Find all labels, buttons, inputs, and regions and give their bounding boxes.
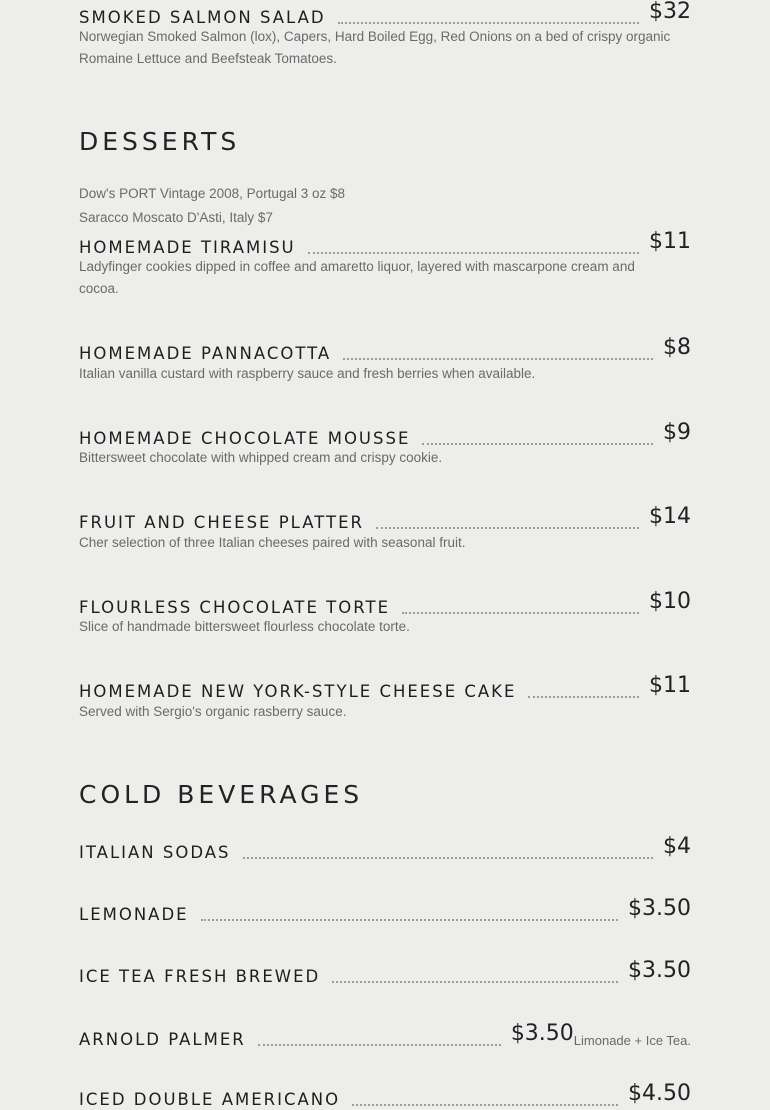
menu-item-fruit-cheese-platter [79, 504, 691, 533]
menu-item-lemonade [79, 896, 691, 925]
item-price: $8 [663, 335, 691, 360]
item-price: $4.50 [628, 1081, 691, 1106]
dot-leader [308, 252, 639, 254]
item-name: ARNOLD PALMER [79, 1030, 246, 1049]
dot-leader [338, 22, 639, 24]
dot-leader [402, 612, 639, 614]
item-description: Ladyfinger cookies dipped in coffee and amaretto liquor, layered with mascarpone cream and cocoa. [79, 259, 635, 296]
menu-item-pannacotta [79, 335, 691, 364]
item-description: Italian vanilla custard with raspberry sauce and fresh berries when available. [79, 366, 536, 381]
item-name: SMOKED SALMON SALAD [79, 8, 326, 27]
item-price: $9 [663, 420, 691, 445]
menu-item-smoked-salmon-salad [79, 0, 691, 28]
menu-item-italian-sodas [79, 834, 691, 863]
item-name: LEMONADE [79, 905, 189, 924]
item-name: HOMEMADE NEW YORK-STYLE CHEESE CAKE [79, 682, 517, 701]
item-price: $3.50 [510, 1021, 574, 1046]
dot-leader [243, 857, 653, 859]
item-description: Norwegian Smoked Salmon (lox), Capers, Hard Boiled Egg, Red Onions on a bed of crispy organic Romaine Lettuce and Beefsteak Tomatoes. [79, 29, 671, 66]
item-name: FLOURLESS CHOCOLATE TORTE [79, 598, 391, 617]
item-note: Limonade + Ice Tea. [573, 1033, 691, 1048]
item-price: $11 [649, 673, 691, 698]
dot-leader [352, 1104, 618, 1106]
menu-item-chocolate-mousse [79, 420, 691, 449]
item-name: HOMEMADE PANNACOTTA [79, 344, 332, 363]
item-name: ICE TEA FRESH BREWED [79, 967, 321, 986]
menu-item-iced-double-americano [79, 1081, 691, 1110]
dot-leader [376, 527, 639, 529]
item-price: $32 [649, 0, 691, 24]
item-name: FRUIT AND CHEESE PLATTER [79, 513, 365, 532]
menu-item-ice-tea [79, 958, 691, 987]
dot-leader [332, 981, 618, 983]
menu-item-cheese-cake [79, 673, 691, 702]
menu-item-arnold-palmer [79, 1021, 691, 1050]
wine-note: Dow's PORT Vintage 2008, Portugal 3 oz $8 [79, 186, 345, 201]
dot-leader [422, 443, 653, 445]
item-name: ITALIAN SODAS [79, 843, 231, 862]
dot-leader [528, 696, 639, 698]
item-price: $3.50 [628, 896, 691, 921]
item-price: $10 [649, 589, 691, 614]
dot-leader [201, 919, 618, 921]
item-name: HOMEMADE TIRAMISU [79, 238, 296, 257]
section-title-cold-beverages: COLD BEVERAGES [79, 780, 364, 809]
item-description: Slice of handmade bittersweet flourless chocolate torte. [79, 619, 410, 634]
item-price: $11 [649, 229, 691, 254]
dot-leader [343, 358, 653, 360]
section-title-desserts: DESSERTS [79, 127, 241, 156]
item-name: HOMEMADE CHOCOLATE MOUSSE [79, 429, 411, 448]
item-description: Cher selection of three Italian cheeses paired with seasonal fruit. [79, 535, 466, 550]
item-price: $14 [649, 504, 691, 529]
item-price: $4 [663, 834, 691, 859]
menu-item-flourless-torte [79, 589, 691, 618]
item-description: Bittersweet chocolate with whipped cream and crispy cookie. [79, 450, 443, 465]
dot-leader [258, 1044, 501, 1046]
item-description: Served with Sergio's organic rasberry sauce. [79, 704, 347, 719]
wine-note: Saracco Moscato D'Asti, Italy $7 [79, 210, 273, 225]
item-name: ICED DOUBLE AMERICANO [79, 1090, 341, 1109]
menu-item-tiramisu [79, 229, 691, 258]
item-price: $3.50 [628, 958, 691, 983]
